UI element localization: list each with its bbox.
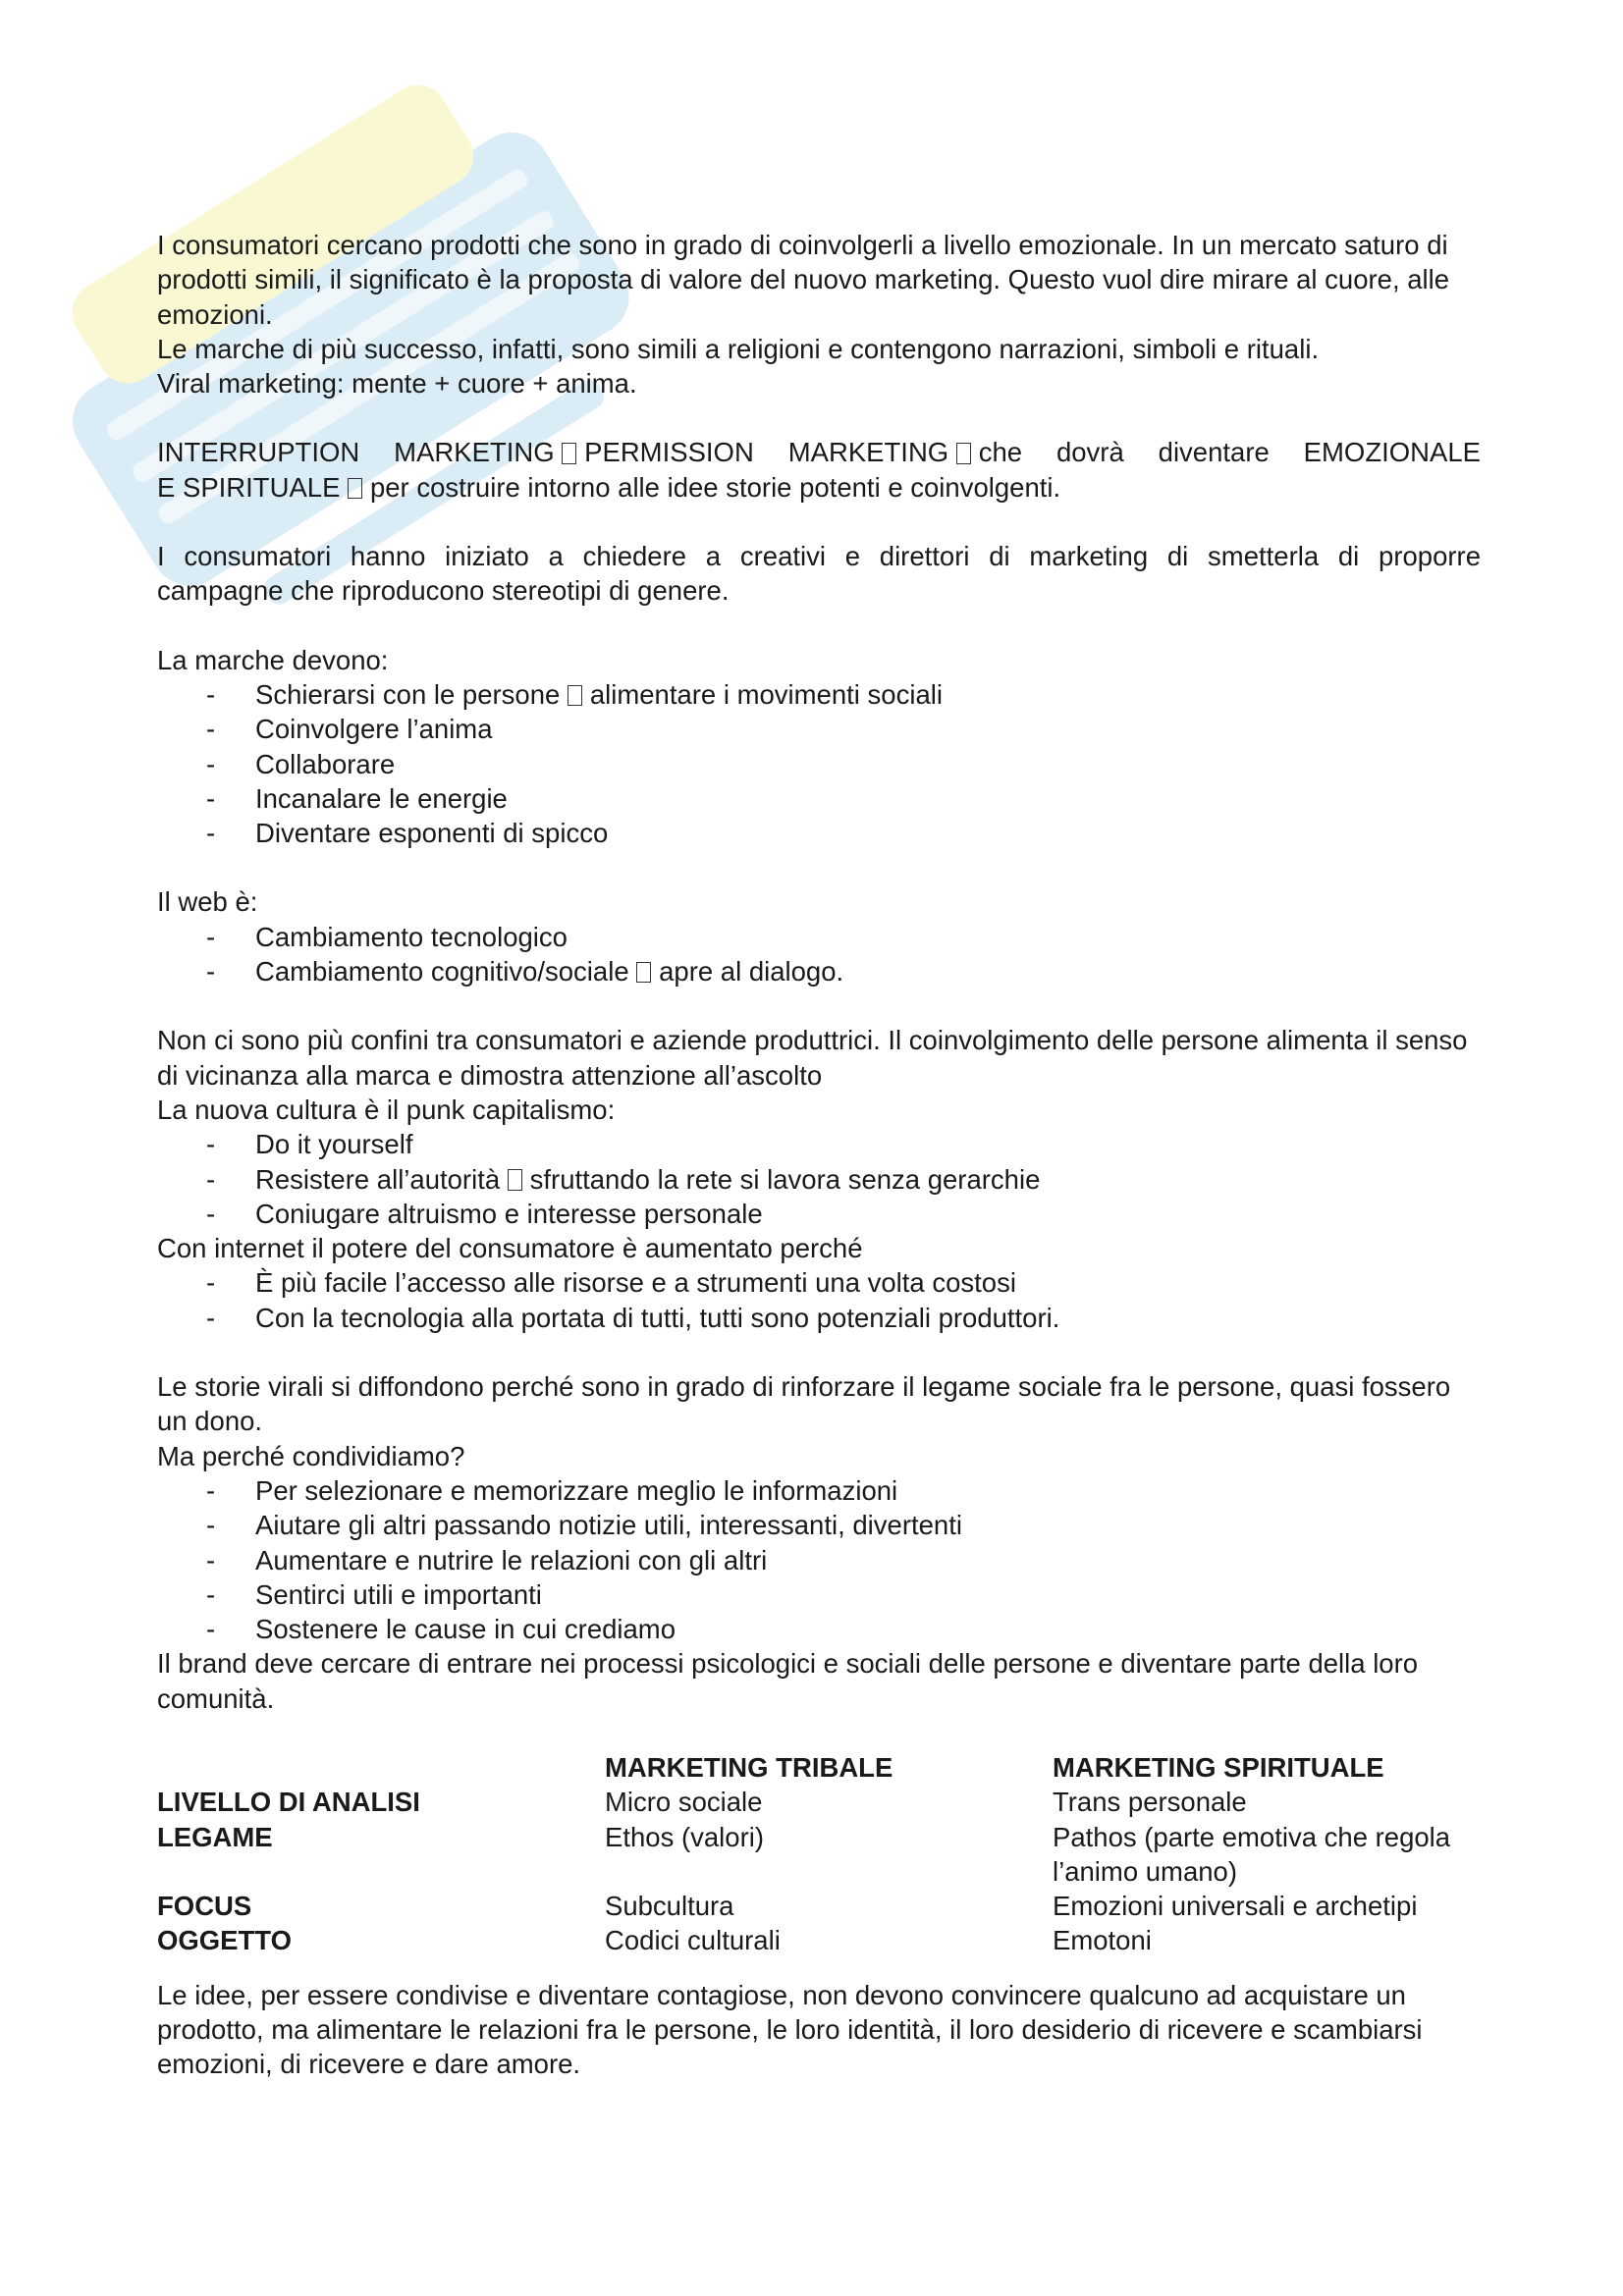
stereotypes-line-2: campagne che riproducono stereotipi di genere.: [157, 575, 730, 607]
brands-heading: La marche devono:: [157, 644, 389, 675]
table-cell: Ethos (valori): [605, 1821, 764, 1852]
arrow-icon: [562, 443, 576, 463]
table-header-cell: MARKETING SPIRITUALE: [1053, 1751, 1384, 1783]
dash-bullet: -: [206, 1129, 216, 1160]
list-item: [157, 1301, 1481, 1335]
dash-bullet: -: [206, 782, 216, 814]
table-cell: Emozioni universali e archetipi: [1053, 1891, 1418, 1922]
list-item: [157, 816, 1481, 850]
marketing-flow-line-2: [157, 470, 1481, 505]
table-header-row: [157, 1750, 1481, 1785]
list-item: [157, 920, 1481, 954]
dash-bullet: -: [206, 1474, 216, 1506]
arrow-icon: [956, 443, 971, 463]
dash-bullet: -: [206, 818, 216, 849]
list-item: [157, 954, 1481, 988]
dash-bullet: -: [206, 748, 216, 779]
list-item-text: Per selezionare e memorizzare meglio le informazioni: [255, 1474, 898, 1506]
table-cell: Codici culturali: [605, 1925, 781, 1956]
closing-paragraph: Le idee, per essere condivise e diventare contagiose, non devono convincere qualcuno ad acquistare un prodotto, ma alimentare le relazioni fra le persone, le loro identità, il loro desiderio di ricevere e scambiarsi emozioni, di ricevere e dare amore.: [157, 1979, 1423, 2080]
viral-paragraph: Le storie virali si diffondono perché sono in grado di rinforzare il legame sociale fra le persone, quasi fossero un dono.: [157, 1371, 1451, 1437]
culture-paragraph: Non ci sono più confini tra consumatori e aziende produttrici. Il coinvolgimento delle persone alimenta il senso di vicinanza alla marca e dimostra attenzione all’ascolto: [157, 1025, 1468, 1091]
culture-heading: La nuova cultura è il punk capitalismo:: [157, 1094, 616, 1125]
dash-bullet: -: [206, 678, 216, 710]
table-row: [157, 1820, 1481, 1890]
culture-list: [157, 1127, 1481, 1231]
list-item-text: È più facile l’accesso alle risorse e a strumenti una volta costosi: [255, 1267, 1016, 1299]
list-item: [157, 677, 1481, 712]
dash-bullet: -: [206, 1198, 216, 1229]
list-item-text: Cambiamento cognitivo/sociale: [255, 956, 629, 988]
table-row: [157, 1923, 1481, 1957]
list-item: [157, 1197, 1481, 1231]
list-item: [157, 1127, 1481, 1161]
list-item-text: Resistere all’autorità: [255, 1163, 501, 1195]
internet-list: [157, 1265, 1481, 1335]
list-item: [157, 1265, 1481, 1300]
list-item-text: Do it yourself: [255, 1129, 413, 1160]
list-item-text: sfruttando la rete si lavora senza gerarchie: [529, 1163, 1041, 1195]
intro-brands-sentence: Le marche di più successo, infatti, sono simili a religioni e contengono narrazioni, simboli e rituali.: [157, 333, 1320, 364]
stereotypes-line-1: I consumatori hanno iniziato a chiedere a creativi e direttori di marketing di smetterla di proporre: [157, 541, 1481, 572]
dash-bullet: -: [206, 1614, 216, 1645]
intro-paragraph: I consumatori cercano prodotti che sono in grado di coinvolgerli a livello emozionale. In un mercato saturo di prodotti simili, il significato è la proposta di valore del nuovo marketing. Questo vuol dire mirare al cuore, alle emozioni.: [157, 230, 1450, 330]
list-item-text: Sostenere le cause in cui crediamo: [255, 1614, 676, 1645]
list-item: [157, 712, 1481, 746]
list-item-text: Coniugare altruismo e interesse personale: [255, 1198, 763, 1229]
dash-bullet: -: [206, 714, 216, 745]
dash-bullet: -: [206, 956, 216, 988]
list-item-text: Coinvolgere l’anima: [255, 714, 493, 745]
list-item-text: Sentirci utili e importanti: [255, 1578, 542, 1610]
comparison-table: [157, 1750, 1481, 1958]
list-item: [157, 1577, 1481, 1612]
arrow-icon: [348, 478, 362, 499]
table-header-cell: MARKETING TRIBALE: [605, 1751, 893, 1783]
brand-paragraph: Il brand deve cercare di entrare nei processi psicologici e sociali delle persone e diventare parte della loro comunità.: [157, 1648, 1419, 1714]
list-item-text: Collaborare: [255, 748, 396, 779]
dash-bullet: -: [206, 1578, 216, 1610]
list-item-text: apre al dialogo.: [659, 956, 844, 988]
dash-bullet: -: [206, 1510, 216, 1541]
flow-permission: PERMISSION MARKETING: [584, 437, 949, 468]
web-list: [157, 920, 1481, 989]
list-item-text: Schierarsi con le persone: [255, 678, 561, 710]
document-page: [157, 228, 1481, 2082]
arrow-icon: [508, 1169, 522, 1190]
web-heading: Il web è:: [157, 886, 258, 918]
table-header-cell: [157, 1750, 605, 1785]
flow-spiritual: E SPIRITUALE: [157, 471, 341, 503]
table-row-label: LIVELLO DI ANALISI: [157, 1787, 420, 1818]
internet-heading: Con internet il potere del consumatore è aumentato perché: [157, 1233, 863, 1264]
list-item: [157, 1162, 1481, 1197]
flow-interruption: INTERRUPTION MARKETING: [157, 437, 555, 468]
list-item: [157, 781, 1481, 816]
table-row-label: LEGAME: [157, 1821, 273, 1852]
viral-heading: Ma perché condividiamo?: [157, 1440, 465, 1471]
table-row-label: FOCUS: [157, 1891, 252, 1922]
list-item-text: Con la tecnologia alla portata di tutti, tutti sono potenziali produttori.: [255, 1302, 1060, 1333]
table-row: [157, 1785, 1481, 1819]
dash-bullet: -: [206, 1267, 216, 1299]
flow-purpose: per costruire intorno alle idee storie potenti e coinvolgenti.: [369, 471, 1061, 503]
list-item-text: Aumentare e nutrire le relazioni con gli altri: [255, 1544, 768, 1575]
table-cell: Micro sociale: [605, 1787, 763, 1818]
list-item: [157, 1508, 1481, 1542]
dash-bullet: -: [206, 1163, 216, 1195]
list-item: [157, 1473, 1481, 1508]
list-item: [157, 1543, 1481, 1577]
list-item-text: Cambiamento tecnologico: [255, 921, 568, 952]
dash-bullet: -: [206, 921, 216, 952]
table-cell: Trans personale: [1053, 1787, 1247, 1818]
list-item: [157, 747, 1481, 781]
list-item: [157, 1612, 1481, 1646]
table-cell: Emotoni: [1053, 1925, 1152, 1956]
list-item-text: Aiutare gli altri passando notizie utili, interessanti, divertenti: [255, 1510, 962, 1541]
brands-list: [157, 677, 1481, 850]
arrow-icon: [636, 962, 651, 983]
list-item-text: Diventare esponenti di spicco: [255, 818, 609, 849]
dash-bullet: -: [206, 1302, 216, 1333]
viral-list: [157, 1473, 1481, 1646]
table-cell: Pathos (parte emotiva che regola l’animo umano): [1053, 1821, 1451, 1887]
flow-emotional: che dovrà diventare EMOZIONALE: [978, 437, 1481, 468]
list-item-text: Incanalare le energie: [255, 782, 508, 814]
dash-bullet: -: [206, 1544, 216, 1575]
table-cell: Subcultura: [605, 1891, 734, 1922]
list-item-text: alimentare i movimenti sociali: [589, 678, 943, 710]
marketing-flow-line-1: [157, 435, 1481, 469]
intro-viral-sentence: Viral marketing: mente + cuore + anima.: [157, 368, 637, 400]
table-row-label: OGGETTO: [157, 1925, 293, 1956]
arrow-icon: [568, 685, 582, 706]
table-row: [157, 1889, 1481, 1923]
